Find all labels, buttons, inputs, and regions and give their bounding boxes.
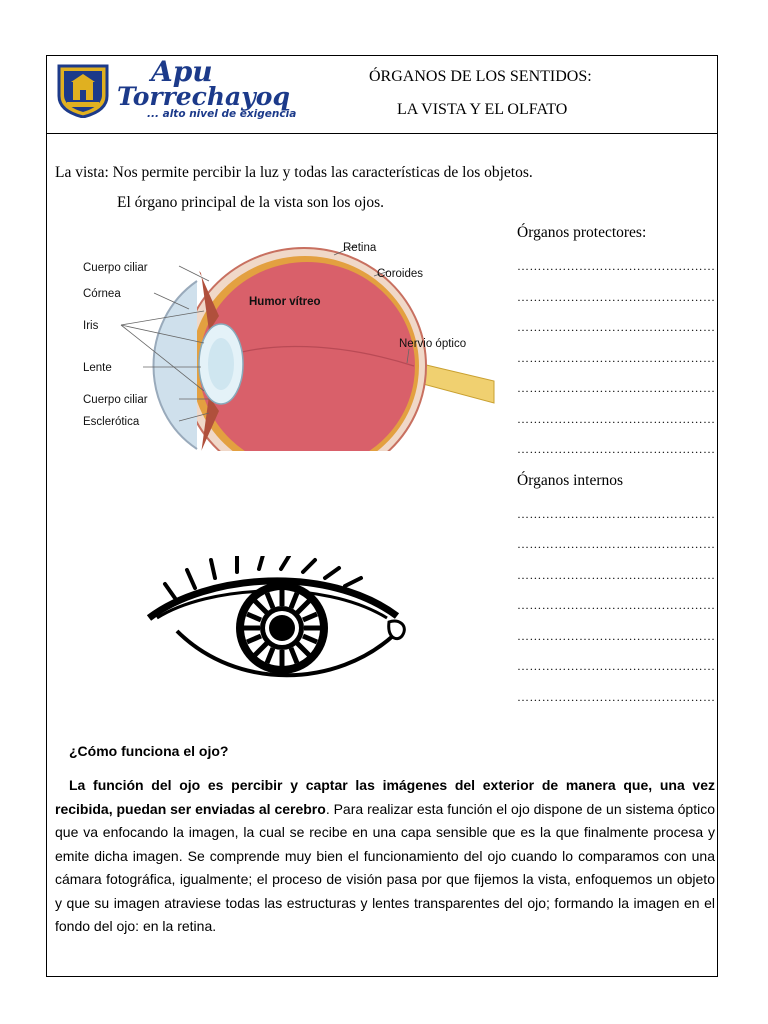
school-tagline: ... alto nivel de exigencia [147, 108, 297, 120]
label-esclerotica: Esclerótica [83, 416, 140, 428]
blank-line: ………………………………………… [517, 598, 716, 612]
blank-line: ………………………………………… [517, 411, 716, 426]
label-cuerpo-ciliar-top: Cuerpo ciliar [83, 262, 148, 274]
eye-anatomy-diagram [79, 221, 499, 451]
label-cuerpo-ciliar-bottom: Cuerpo ciliar [83, 394, 148, 406]
blank-line: ………………………………………… [517, 381, 716, 395]
worksheet-frame [46, 55, 718, 977]
organos-protectores-heading: Órganos protectores: [517, 224, 647, 241]
main-organ-sentence: El órgano principal de la vista son los ojos. [117, 194, 385, 211]
cornea-shape [154, 281, 198, 449]
worksheet-title-line2: LA VISTA Y EL OLFATO [397, 101, 568, 118]
organos-internos-heading: Órganos internos [517, 471, 624, 489]
school-name [117, 55, 290, 111]
school-name-line1: Apu [151, 55, 213, 88]
blank-line: ………………………………………… [517, 689, 716, 704]
blank-line: ………………………………………… [517, 628, 716, 643]
header [47, 56, 717, 134]
blank-line: ………………………………………… [517, 567, 716, 582]
paragraph-rest: . Para realizar esta función el ojo dispone de un sistema óptico que va enfocando la imagen, la cual se recibe en una capa sensible que es la que finalmente procesa y emite dicha imagen. Se comprende muy bien el funcionamiento del ojo cuando lo comparamos con una cámara fotográfica, igualmente; el proceso de visión pasa por que fijemos la vista, enfoquemos un objeto y que su imagen atraviese todas las estructuras y lentes transparentes del ojo; formando la imagen en el fondo del ojo: en la retina. [55, 800, 715, 934]
label-lente: Lente [83, 362, 112, 374]
blank-line: ………………………………………… [517, 442, 716, 456]
question-heading: ¿Cómo funciona el ojo? [69, 743, 229, 759]
school-name-line2: Torrechayoq [117, 82, 290, 111]
organs-list [517, 224, 717, 717]
blank-line: ………………………………………… [517, 289, 716, 304]
vision-definition: La vista: Nos permite percibir la luz y todas las características de los objetos. [55, 164, 533, 181]
school-crest-logo [55, 62, 111, 118]
label-humor-vitreo: Humor vítreo [249, 296, 321, 308]
explanation-paragraph [55, 774, 715, 939]
blank-line: ………………………………………… [517, 350, 716, 365]
blank-line: ………………………………………… [517, 320, 716, 334]
label-nervio-optico: Nervio óptico [399, 338, 467, 350]
blank-line: ………………………………………… [517, 659, 716, 673]
eye-outline-drawing [147, 556, 412, 696]
blank-line: ………………………………………… [517, 259, 716, 273]
blank-line: ………………………………………… [517, 506, 716, 521]
label-iris: Iris [83, 320, 99, 332]
paragraph-bold-part: La función del ojo es percibir y captar las imágenes del exterior de manera que, una vez recibida, puedan ser enviadas al cerebro [55, 777, 715, 817]
label-coroides: Coroides [377, 268, 424, 280]
blank-line: ………………………………………… [517, 537, 716, 551]
worksheet-title-line1: ÓRGANOS DE LOS SENTIDOS: [369, 68, 592, 85]
label-cornea: Córnea [83, 288, 121, 300]
label-retina: Retina [343, 242, 377, 254]
